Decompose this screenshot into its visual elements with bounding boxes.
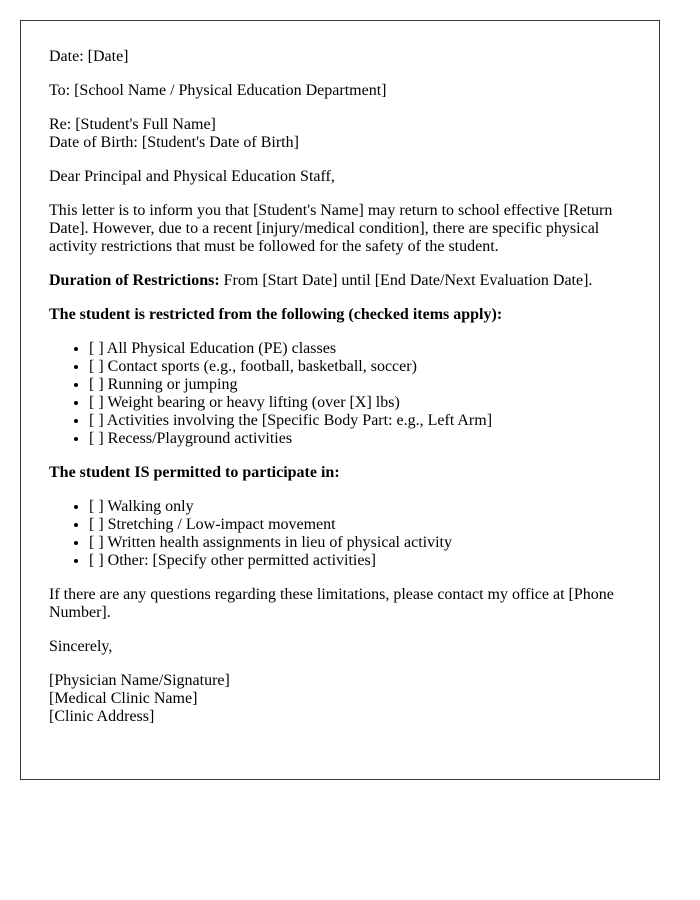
list-item: • [ ] Recess/Playground activities [89, 430, 631, 448]
duration-text: From [Start Date] until [End Date/Next Evaluation Date]. [219, 272, 593, 289]
list-item: • [ ] All Physical Education (PE) classes [89, 340, 631, 358]
signature-block [49, 672, 631, 726]
clinic-address: [Clinic Address] [49, 708, 155, 725]
list-item: • [ ] Running or jumping [89, 376, 631, 394]
permitted-list [49, 498, 631, 570]
list-item: • [ ] Weight bearing or heavy lifting (over [X] lbs) [89, 394, 631, 412]
restricted-list [49, 340, 631, 448]
recipient-line: To: [School Name / Physical Education Department] [49, 82, 387, 99]
list-item: • [ ] Stretching / Low-impact movement [89, 516, 631, 534]
letter-page [20, 20, 660, 780]
list-item: • [ ] Contact sports (e.g., football, basketball, soccer) [89, 358, 631, 376]
date-line: Date: [Date] [49, 48, 129, 65]
clinic-name: [Medical Clinic Name] [49, 690, 198, 707]
list-item: • [ ] Written health assignments in lieu of physical activity [89, 534, 631, 552]
list-item: • [ ] Walking only [89, 498, 631, 516]
intro-paragraph: This letter is to inform you that [Student's Name] may return to school effective [Return Date]. However, due to a recent [injury/medical condition], there are specific physical activity restrictions that must be followed for the safety of the student. [49, 202, 613, 255]
duration-label: Duration of Restrictions: [49, 272, 220, 289]
list-item: • [ ] Other: [Specify other permitted activities] [89, 552, 631, 570]
closing: Sincerely, [49, 638, 113, 655]
subject-block [49, 116, 631, 152]
dob-line: Date of Birth: [Student's Date of Birth] [49, 134, 299, 151]
physician-name: [Physician Name/Signature] [49, 672, 230, 689]
restricted-heading: The student is restricted from the following (checked items apply): [49, 306, 503, 323]
duration-paragraph [49, 272, 631, 290]
salutation: Dear Principal and Physical Education Staff, [49, 168, 335, 185]
permitted-heading: The student IS permitted to participate in: [49, 464, 340, 481]
list-item: • [ ] Activities involving the [Specific Body Part: e.g., Left Arm] [89, 412, 631, 430]
contact-paragraph: If there are any questions regarding these limitations, please contact my office at [Phone Number]. [49, 586, 614, 621]
re-line: Re: [Student's Full Name] [49, 116, 216, 133]
